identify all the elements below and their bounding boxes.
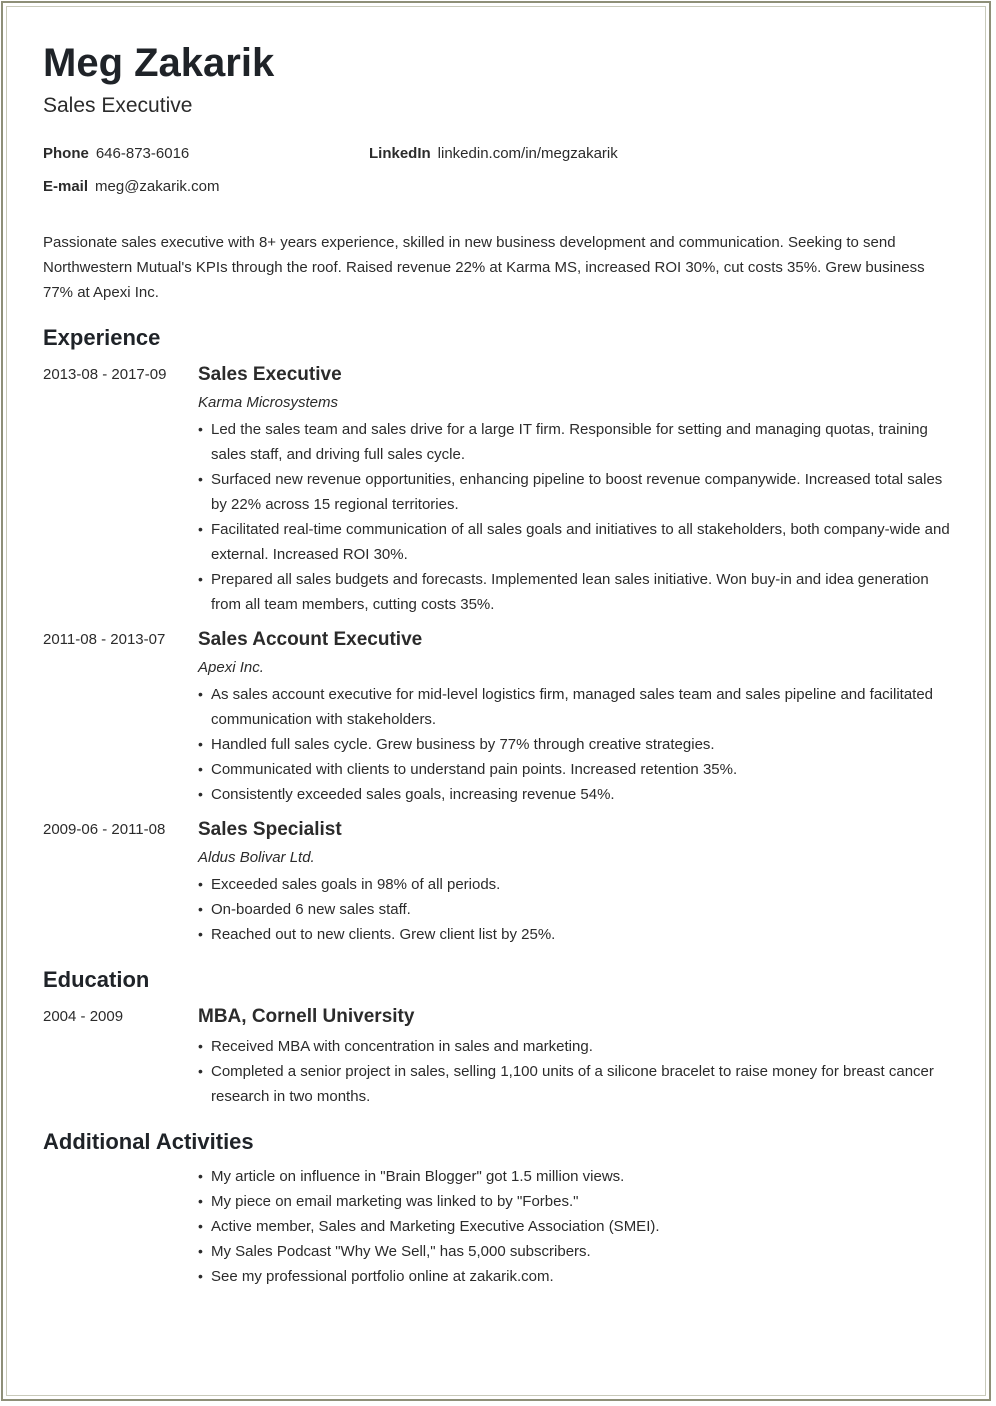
activities-bullets (198, 1164, 953, 1289)
phone-label: Phone (43, 145, 89, 162)
entry-dates: 2013-08 - 2017-09 (43, 366, 167, 383)
resume-job-title: Sales Executive (43, 94, 193, 117)
education-heading: Education (43, 967, 150, 992)
entry-dates: 2011-08 - 2013-07 (43, 631, 166, 648)
phone-value: 646-873-6016 (95, 145, 190, 162)
entry-body (198, 817, 953, 947)
entry-company: Aldus Bolivar Ltd. (198, 849, 315, 866)
email-label: E-mail (43, 178, 89, 195)
bullet-item: • Received MBA with concentration in sales and marketing. (198, 1034, 953, 1059)
bullet-item: • Prepared all sales budgets and forecasts. Implemented lean sales initiative. Won buy-in and idea generation from all team members, cutting costs 35%. (198, 567, 953, 617)
entry-company: Apexi Inc. (198, 659, 264, 676)
linkedin-value: linkedin.com/in/megzakarik (437, 145, 618, 162)
entry-bullets (198, 682, 953, 807)
bullet-item: • Led the sales team and sales drive for a large IT firm. Responsible for setting and managing quotas, training sales staff, and driving full sales cycle. (198, 417, 953, 467)
experience-heading: Experience (43, 325, 161, 350)
bullet-item: • As sales account executive for mid-level logistics firm, managed sales team and sales pipeline and facilitated communication with stakeholders. (198, 682, 953, 732)
entry-role: Sales Specialist (198, 819, 342, 840)
resume-name: Meg Zakarik (43, 41, 275, 85)
bullet-item: • Reached out to new clients. Grew client list by 25%. (198, 922, 953, 947)
bullet-item: • My piece on email marketing was linked to by "Forbes." (198, 1189, 953, 1214)
summary-text: Passionate sales executive with 8+ years experience, skilled in new business development and communication. Seeking to send Northwestern Mutual's KPIs through the roof. Raised revenue 22% at Karma MS, increased ROI 30%, cut costs 35%. Grew business 77% at Apexi Inc. (43, 234, 925, 301)
entry-body (198, 627, 953, 807)
bullet-item: • Handled full sales cycle. Grew business by 77% through creative strategies. (198, 732, 953, 757)
linkedin-label: LinkedIn (369, 145, 431, 162)
bullet-item: • Active member, Sales and Marketing Executive Association (SMEI). (198, 1214, 953, 1239)
contact-phone (43, 144, 189, 164)
bullet-item: • Facilitated real-time communication of all sales goals and initiatives to all stakeholders, both company-wide and external. Increased ROI 30%. (198, 517, 953, 567)
entry-role: Sales Account Executive (198, 629, 423, 650)
activities-heading: Additional Activities (43, 1129, 254, 1154)
entry-body (198, 1004, 953, 1109)
bullet-item: • See my professional portfolio online at zakarik.com. (198, 1264, 953, 1289)
contact-email (43, 177, 219, 197)
entry-bullets (198, 872, 953, 947)
entry-body (198, 1164, 953, 1289)
bullet-item: • Completed a senior project in sales, selling 1,100 units of a silicone bracelet to raise money for breast cancer research in two months. (198, 1059, 953, 1109)
email-value: meg@zakarik.com (95, 178, 220, 195)
entry-role: Sales Executive (198, 364, 342, 385)
contact-linkedin (369, 144, 618, 164)
entry-dates: 2009-06 - 2011-08 (43, 821, 166, 838)
bullet-item: • On-boarded 6 new sales staff. (198, 897, 953, 922)
entry-bullets (198, 1034, 953, 1109)
entry-company: Karma Microsystems (198, 394, 339, 411)
bullet-item: • My article on influence in "Brain Blogger" got 1.5 million views. (198, 1164, 953, 1189)
bullet-item: • Communicated with clients to understand pain points. Increased retention 35%. (198, 757, 953, 782)
entry-bullets (198, 417, 953, 617)
entry-dates: 2004 - 2009 (43, 1008, 124, 1025)
bullet-item: • Consistently exceeded sales goals, increasing revenue 54%. (198, 782, 953, 807)
bullet-item: • Surfaced new revenue opportunities, enhancing pipeline to boost revenue companywide. Increased total sales by 22% across 15 regional territories. (198, 467, 953, 517)
bullet-item: • My Sales Podcast "Why We Sell," has 5,000 subscribers. (198, 1239, 953, 1264)
entry-body (198, 362, 953, 617)
entry-degree: MBA, Cornell University (198, 1006, 415, 1027)
bullet-item: • Exceeded sales goals in 98% of all periods. (198, 872, 953, 897)
